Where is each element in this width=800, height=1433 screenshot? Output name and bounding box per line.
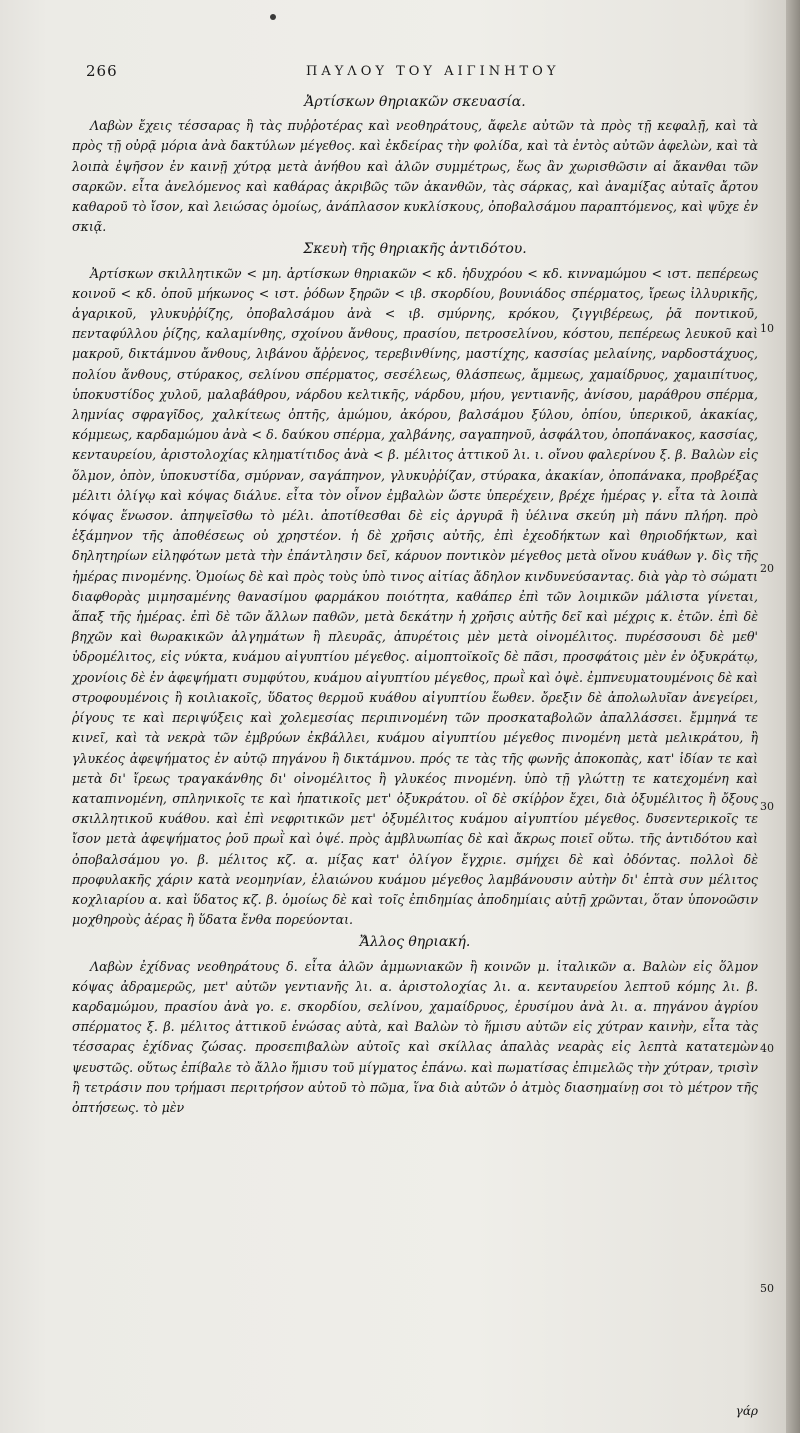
binding-gutter [786, 0, 800, 1433]
page-header [86, 62, 742, 88]
section-heading: Ἄλλος θηριακή. [359, 934, 471, 951]
section-heading: Σκευὴ τῆς θηριακῆς ἀντιδότου. [303, 241, 527, 258]
margin-line-number: 30 [760, 800, 774, 813]
paragraph: Ἀρτίσκων σκιλλητικῶν < μη. ἀρτίσκων θηριακῶν < κδ. ἡδυχρόου < κδ. κινναμώμου < ιστ. πεπέρεως κοινοῦ < κδ. ὀποῦ μήκωνος < ιστ. ῥόδων ξηρῶν < ιβ. σκορδίου, βουνιάδος σπέρματος, ἴρεως ἰλλυρικῆς, ἀγαρικοῦ, γλυκυῤῥίζης, ὀποβαλσάμου ἀνὰ < ιβ. σμύρνης, κρόκου, ζιγγιβέρεως, ῥᾶ ποντικοῦ, πενταφύλλου ῥίζης, καλαμίνθης, σχοίνου ἄνθους, πρασίου, πετροσελίνου, κόστου, πεπέρεως λευκοῦ καὶ μακροῦ, δικτάμνου ἄνθους, λιβάνου ἄῤῥενος, τερεβινθίνης, μαστίχης, κασσίας μελαίνης, ναρδοστάχυος, πολίου ἄνθους, στύρακος, σελίνου σπέρματος, σεσέλεως, θλάσπεως, ἄμμεως, χαμαίδρυος, χαμαιπίτυος, ὑποκυστίδος χυλοῦ, μαλαβάθρου, νάρδου κελτικῆς, νάρδου, μήου, γεντιανῆς, ἀνίσου, μαράθρου σπέρμα, λημνίας σφραγῖδος, χαλκίτεως ὀπτῆς, ἀμώμου, ἀκόρου, βαλσάμου ξύλου, ὀπίου, ὑπερικοῦ, ἀκακίας, κόμμεως, καρδαμώμου ἀνὰ < δ. δαύκου σπέρμα, χαλβάνης, σαγαπηνοῦ, ἀσφάλτου, ὀποπάνακος, κασσίας, κενταυρείου, ἀριστολοχίας κληματίτιδος ἀνὰ < β. μέλιτος ἀττικοῦ λι. ι. οἴνου φαλερίνου ξ. β. Βαλὼν εἰς ὅλμον, ὀπὸν, ὑποκυστίδα, σμύρναν, σαγάπηνον, γλυκυῤῥίζαν, στύρακα, ἀκακίαν, ὀποπάνακα, προβρέξας μέλιτι ὀλίγῳ καὶ κόψας διάλυε. εἶτα τὸν οἶνον ἐμβαλὼν ὥστε ὑπερέχειν, βρέχε ἡμέρας γ. εἶτα τὰ λοιπὰ κόψας ἕνωσον. ἀπηψεῖσθω τὸ μέλι. ἀποτίθεσθαι δὲ εἰς ἀργυρᾶ ἢ ὑέλινα σκεύη μὴ πάνυ πλήρη. πρὸ ἑξάμηνον τῆς ἀποθέσεως οὐ χρηστέον. ἡ δὲ χρῆσις αὐτῆς, ἐπὶ ἐχεοδήκτων καὶ θηριοδήκτων, καὶ δηλητηρίων εἰληφότων μετὰ τὴν ἐπάντλησιν δεῖ, κάρυον ποντικὸν μέγεθος μετὰ οἴνου κυάθων γ. δὶς τῆς ἡμέρας πινομένης. Ὁμοίως δὲ καὶ πρὸς τοὺς ὑπὸ τινος αἰτίας ἄδηλον κινδυνεύσαντας. διὰ γὰρ τὸ σώματι διαφθορὰς μιμησαμένης θανασίμου φαρμάκου ποιότητα, καθάπερ ἐπὶ τῶν λοιμικῶν μάλιστα γίνεται, ἅπαξ τῆς ἡμέρας. ἐπὶ δὲ τῶν ἄλλων παθῶν, μετὰ δεκάτην ἡ χρῆσις αὐτῆς δεῖ καὶ μέχρις κ. ἐτῶν. ἐπὶ δὲ βηχῶν καὶ θωρακικῶν ἀλγημάτων ἢ πλευρᾶς, ἀπυρέτοις μὲν μετὰ οἰνομέλιτος. πυρέσσουσι δὲ μεθ' ὑδρομέλιτος, εἰς νύκτα, κυάμου αἰγυπτίου μέγεθος. αἱμοπτοϊκοῖς δὲ πᾶσι, προσφάτοις μὲν ἐν ὀξυκράτῳ, χρονίοις δὲ ἐν ἀφεψήματι συμφύτου, κυάμου αἰγυπτίου μέγεθος, πρωῒ καὶ ὀψὲ. ἐμπνευματουμένοις δὲ καὶ στροφουμένοις ἢ κοιλιακοῖς, ὕδατος θερμοῦ κυάθου αἰγυπτίου ἕωθεν. ὄρεξιν δὲ ἀπολωλυῖαν ἀνεγείρει, ῥίγους τε καὶ περιψύξεις καὶ χολεμεσίας περιπινομένη τῶν προσκαταβολῶν ἀπαλλάσσει. ἔμμηνά τε κινεῖ, καὶ τὰ νεκρὰ τῶν ἐμβρύων ἐκβάλλει, κυάμου αἰγυπτίου μέγεθος πινομένη μετὰ μελικράτου, ἢ γλυκέος ἀφεψήματος ἐν αὐτῷ πηγάνου ἢ δικτάμνου. πρός τε τὰς τῆς φωνῆς ἀποκοπὰς, κατ' ἰδίαν τε καὶ μετὰ δι' ἴρεως τραγακάνθης δι' οἰνομέλιτος ἢ γλυκέος πινομένη. ὑπὸ τῇ γλώττῃ τε κατεχομένη καὶ καταπινομένη, σπληνικοῖς τε καὶ ἡπατικοῖς μετ' ὀξυκράτου. οἳ δὲ σκίῤῥον ἔχει, διὰ ὀξυμέλιτος ἢ ὄξους σκιλλητικοῦ κυάθου. καὶ ἐπὶ νεφριτικῶν μετ' ὀξυμέλιτος κυάμου αἰγυπτίου μέγεθος. δυσεντερικοῖς τε ἴσον μετὰ ἀφεψήματος ῥοῦ πρωῒ καὶ ὀψέ. πρὸς ἀμβλυωπίας δὲ καὶ ἄκρως ποιεῖ οὕτω. τῆς ἀντιδότου καὶ ὀποβαλσάμου γο. β. μέλιτος κζ. α. μίξας κατ' ὀλίγον ἔγχριε. σμήχει δὲ καὶ ὀδόντας. πολλοὶ δὲ προφυλακῆς χάριν κατὰ νεομηνίαν, ἐλαιώνου κυάμου μέγεθος λαμβάνουσιν αὐτὴν δι' ἑπτὰ συν μέλιτος κοχλιαρίου α. καὶ ὕδατος κζ. β. ὁμοίως δὲ καὶ τοῖς ἐπιδημίας ἀποδημίαις αὐτῇ χρῶνται, ὅταν ὑπονοῶσιν μοχθηροὺς ἀέρας ἢ ὕδατα ἔνθα πορεύονται. [72, 265, 758, 928]
margin-line-number: 50 [760, 1282, 774, 1295]
ink-smudge [270, 14, 276, 20]
margin-line-number: 40 [760, 1042, 774, 1055]
margin-line-number: 10 [760, 322, 774, 335]
body-text [72, 90, 758, 1118]
paragraph: Λαβὼν ἔχεις τέσσαρας ἢ τὰς πυῤῥοτέρας καὶ νεοθηράτους, ἄφελε αὐτῶν τὰ πρὸς τῇ κεφαλῇ, καὶ τὰ πρὸς τῇ οὐρᾷ μόρια ἀνὰ δακτύλων μέγεθος. καὶ ἐκδείρας τὴν φολίδα, καὶ τὰ ἐντὸς αὐτῶν ἀφελὼν, καὶ τὰ λοιπὰ ἑψῆσον ἐν καινῇ χύτρᾳ μετὰ ἀνήθου καὶ ἁλῶν συμμέτρως, ἕως ἂν χωρισθῶσιν αἱ ἄκανθαι τῶν σαρκῶν. εἶτα ἀνελόμενος καὶ καθάρας ἀκριβῶς τῶν ἀκανθῶν, τὰς σάρκας, καὶ ἀναμίξας αὐταῖς ἄρτου καθαροῦ τὸ ἴσον, καὶ λειώσας ὁμοίως, ἀνάπλασον κυκλίσκους, ὀποβαλσάμου παραπτόμενος, καὶ ψῦχε ἐν σκιᾷ. [72, 118, 758, 235]
catchword: γάρ [735, 1404, 758, 1418]
page-number: 266 [86, 62, 118, 80]
paragraph: Λαβὼν ἐχίδνας νεοθηράτους δ. εἶτα ἁλῶν ἀμμωνιακῶν ἢ κοινῶν μ. ἰταλικῶν α. Βαλὼν εἰς ὅλμον κόψας ἀδραμερῶς, μετ' αὐτῶν γεντιανῆς λι. α. ἀριστολοχίας λι. α. κενταυρείου λεπτοῦ κόμης λι. β. καρδαμώμου, πρασίου ἀνὰ γο. ε. σκορδίου, σελίνου, χαμαίδρυος, ἐρυσίμου ἀνὰ λι. α. πηγάνου ἀγρίου σπέρματος ξ. β. μέλιτος ἀττικοῦ ἑνώσας αὐτὰ, καὶ Βαλὼν τὸ ἥμισυ αὐτῶν εἰς χύτραν καινὴν, εἶτα τὰς τέσσαρας ἐχίδνας ζώσας. προσεπιβαλὼν αὐτοῖς καὶ σκίλλας ἁπαλὰς νεαρὰς εἰς λεπτὰ κατατεμὼν ψευστῶς. οὕτως ἐπίβαλε τὸ ἄλλο ἥμισυ τοῦ μίγματος ἐπάνω. καὶ πωματίσας ἐπιμελῶς τὴν χύτραν, τρισὶν ἢ τετράσιν που τρήμασι περιτρήσον αὐτοῦ τὸ πῶμα, ἵνα διὰ αὐτῶν ὁ ἀτμὸς διασημαίνῃ σοι τὸ μέτρον τῆς ὀπτήσεως. τὸ μὲν [72, 958, 758, 1115]
section-heading: Ἀρτίσκων θηριακῶν σκευασία. [304, 94, 526, 110]
running-head: ΠΑΥΛΟΥ ΤΟΥ ΑΙΓΙΝΗΤΟΥ [306, 64, 560, 79]
margin-line-number: 20 [760, 562, 774, 575]
